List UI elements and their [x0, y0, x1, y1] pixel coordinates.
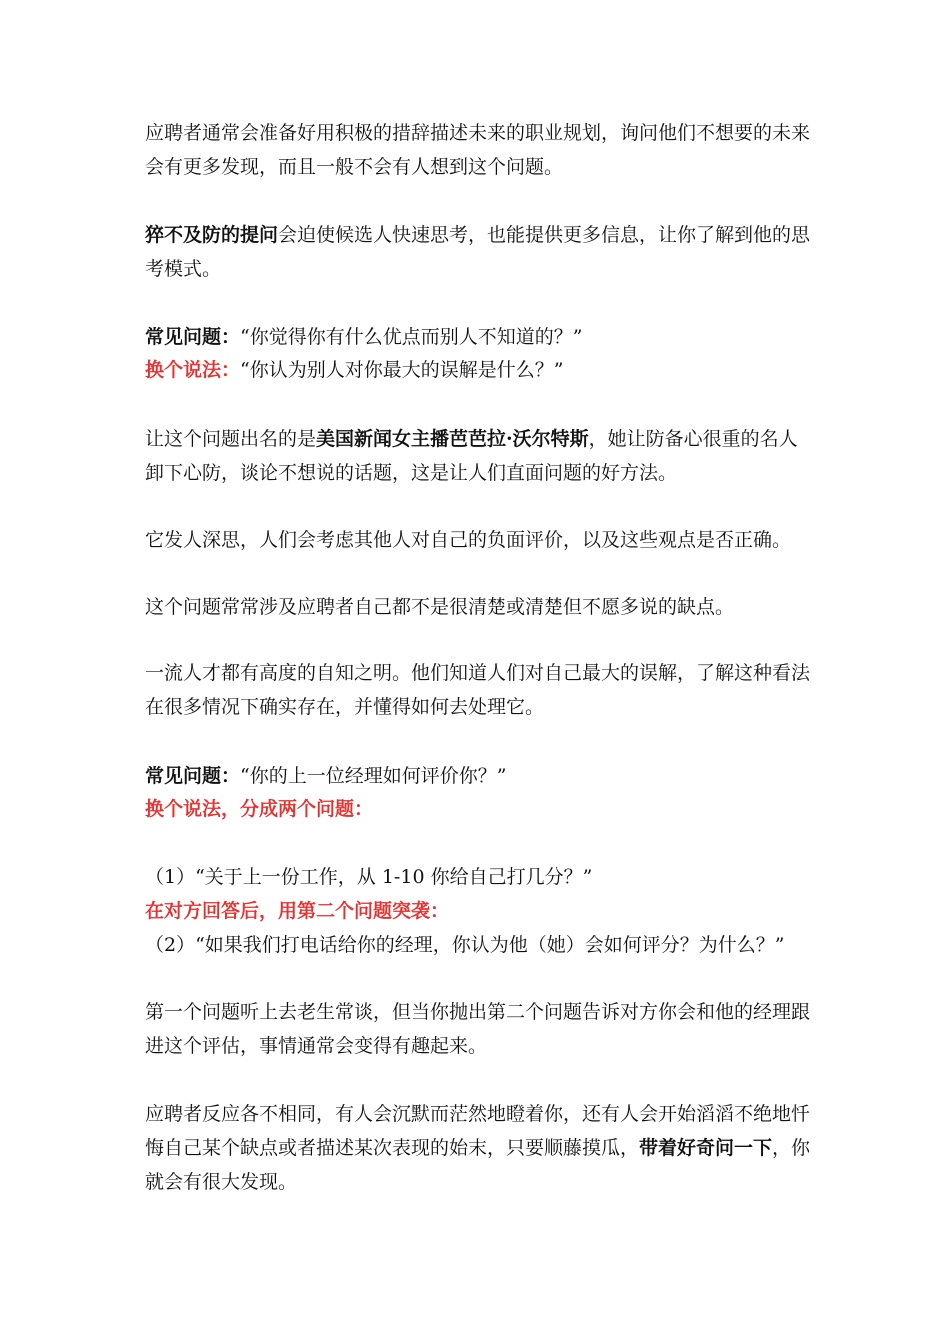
sub-question-2	[145, 930, 845, 960]
paragraph-self-awareness	[145, 656, 815, 724]
common-question-text: “你的上一位经理如何评价你？”	[240, 765, 507, 787]
sub-question-text: （2）“如果我们打电话给你的经理，你认为他（她）会如何评分？为什么？”	[145, 934, 785, 956]
paragraph-reactions	[145, 1097, 815, 1199]
paragraph-barbara-walters	[145, 422, 815, 490]
paragraph-text: 让这个问题出名的是	[145, 428, 317, 450]
paragraph-text: 它发人深思，人们会考虑其他人对自己的负面评价，以及这些观点是否正确。	[145, 529, 792, 551]
common-question-label: 常见问题：	[145, 326, 241, 348]
paragraph-text: 会迫使候选人快速思考，也能提供更多信息，让你了解到他的思考模式。	[145, 224, 811, 280]
bold-phrase: 猝不及防的提问	[145, 224, 279, 246]
paragraph-text: ，你就会有很大发现。	[145, 1137, 811, 1193]
paragraph-text: 应聘者通常会准备好用积极的措辞描述未来的职业规划，询问他们不想要的未来会有更多发现，而且一般不会有人想到这个问题。	[145, 122, 811, 178]
alternative-question-1	[145, 355, 845, 385]
paragraph-surprise-question	[145, 218, 815, 286]
paragraph-text: ，她让防备心很重的名人卸下心防，谈论不想说的话题，这是让人们直面问题的好方法。	[145, 428, 798, 484]
common-question-text: “你觉得你有什么优点而别人不知道的？”	[240, 326, 583, 348]
common-question-label: 常见问题：	[145, 765, 241, 787]
followup-instruction	[145, 896, 845, 926]
bold-phrase: 美国新闻女主播芭芭拉·沃尔特斯	[316, 428, 589, 450]
paragraph-reflection	[145, 523, 815, 557]
paragraph-text: 这个问题常常涉及应聘者自己都不是很清楚或清楚但不愿多说的缺点。	[145, 596, 735, 618]
alternative-label: 换个说法：	[145, 359, 241, 381]
alternative-text: “你认为别人对你最大的误解是什么？”	[240, 359, 564, 381]
common-question-2	[145, 761, 845, 791]
alternative-question-2	[145, 794, 845, 824]
bold-phrase: 带着好奇问一下	[639, 1137, 773, 1159]
paragraph-weakness	[145, 590, 815, 624]
common-question-1	[145, 322, 845, 352]
paragraph-career-plan	[145, 116, 815, 184]
paragraph-first-question	[145, 995, 815, 1063]
paragraph-text: 应聘者反应各不相同，有人会沉默而茫然地瞪着你，还有人会开始滔滔不绝地忏悔自己某个缺点或者描述某次表现的始末，只要顺藤摸瓜，	[145, 1103, 811, 1159]
paragraph-text: 第一个问题听上去老生常谈，但当你抛出第二个问题告诉对方你会和他的经理跟进这个评估，事情通常会变得有趣起来。	[145, 1001, 811, 1057]
sub-question-text: （1）“关于上一份工作，从 1-10 你给自己打几分？”	[145, 866, 593, 888]
paragraph-text: 一流人才都有高度的自知之明。他们知道人们对自己最大的误解，了解这种看法在很多情况下确实存在，并懂得如何去处理它。	[145, 662, 811, 718]
sub-question-1	[145, 862, 845, 892]
followup-text: 在对方回答后，用第二个问题突袭：	[145, 900, 450, 922]
alternative-label: 换个说法，分成两个问题：	[145, 798, 374, 820]
